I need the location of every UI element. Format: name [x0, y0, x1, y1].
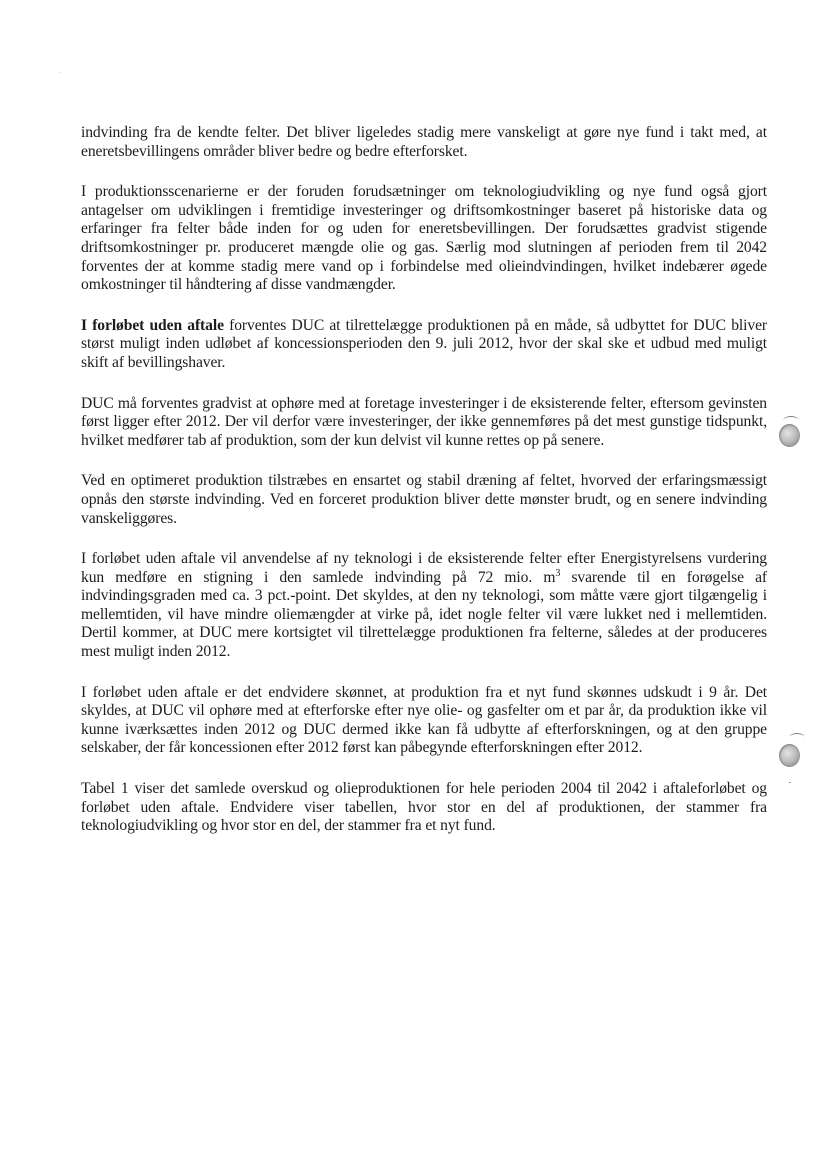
- scan-speck-corner: [60, 72, 61, 73]
- paragraph-3-lead: I forløbet uden aftale: [81, 316, 224, 334]
- paragraph-1: [81, 124, 767, 161]
- paragraph-5: [81, 472, 767, 528]
- paragraph-8: [81, 780, 767, 836]
- cubic-superscript: 3: [555, 567, 561, 579]
- paragraph-3-text: forventes DUC at tilrettelægge produktionen på en måde, så udbyttet for DUC bliver størst muligt inden udløbet af koncessionsperioden den 9. juli 2012, hvor der skal ske et udbud med muligt skift af bevillingshaver.: [81, 316, 767, 371]
- punch-hole-top: [779, 424, 800, 447]
- paragraph-7: [81, 684, 767, 758]
- paragraph-3: [81, 317, 767, 373]
- paragraph-4-text: DUC må forventes gradvist at ophøre med at foretage investeringer i de eksisterende felter, eftersom gevinsten først ligger efter 2012. Der vil derfor være investeringer, der ikke gennemføres på det mest gunstige tidspunkt, hvilket medfører tab af produktion, som der kun delvist vil kunne rettes op på senere.: [81, 394, 767, 449]
- paragraph-8-text: Tabel 1 viser det samlede overskud og olieproduktionen for hele perioden 2004 til 2042 i aftaleforløbet og forløbet uden aftale. Endvidere viser tabellen, hvor stor en del af produktionen, der stammer fra teknologiudvikling og hvor stor en del, der stammer fra et nyt fund.: [81, 780, 767, 835]
- punch-hole-mark-bottom: [789, 733, 805, 742]
- punch-hole-bottom: [779, 744, 800, 767]
- paragraph-1-text: indvinding fra de kendte felter. Det bliver ligeledes stadig mere vanskeligt at gøre nye fund i takt med, at eneretsbevillingens områder bliver bedre og bedre efterforsket.: [81, 124, 767, 160]
- paragraph-6-text-b: svarende til en forøgelse af indvindingsgraden med ca. 3 pct.-point. Det skyldes, at den ny teknologi, som måtte være gjort tilgængelig i mellemtiden, vil have mindre oliemængder at virke på, idet nogle felter vil være lukket ned i mellemtiden. Dertil kommer, at DUC mere kortsigtet vil tilrettelægge produktionen fra felterne, således at der produceres mest muligt inden 2012.: [81, 568, 768, 661]
- paragraph-5-text: Ved en optimeret produktion tilstræbes en ensartet og stabil dræning af feltet, hvorved der erfaringsmæssigt opnås den største indvinding. Ved en forceret produktion bliver dette mønster brudt, og en senere indvinding vanskeliggøres.: [81, 472, 767, 527]
- body-text: [81, 124, 767, 858]
- paragraph-4: [81, 395, 767, 451]
- paragraph-6: [81, 550, 767, 662]
- paragraph-2-text: I produktionsscenarierne er der foruden forudsætninger om teknologiudvikling og nye fund også gjort antagelser om udviklingen i fremtidige investeringer og driftsomkostninger baseret på historiske data og erfaringer fra felter både inden for og uden for eneretsbevillingen. Der forudsættes gradvist stigende driftsomkostninger pr. produceret mængde olie og gas. Særlig mod slutningen af perioden frem til 2042 forventes der at komme stadig mere vand op i forbindelse med olieindvindingen, hvilket indebærer øgede omkostninger til håndtering af disse vandmængder.: [81, 183, 767, 294]
- paragraph-6-text-a: I forløbet uden aftale vil anvendelse af ny teknologi i de eksisterende felter efter Energistyrelsens vurdering kun medføre en stigning i den samlede indvinding på 72 mio. m: [81, 550, 767, 586]
- scan-speck: [789, 782, 791, 783]
- paragraph-2: [81, 183, 767, 295]
- paragraph-7-text: I forløbet uden aftale er det endvidere skønnet, at produktion fra et nyt fund skønnes udskudt i 9 år. Det skyldes, at DUC vil ophøre med at efterforske efter nye olie- og gasfelter om et par år, da produktion ikke vil kunne iværksættes inden 2012 og DUC dermed ikke kan få udbytte af efterforskningen, og at den gruppe selskaber, der får koncessionen efter 2012 først kan påbegynde efterforskningen efter 2012.: [81, 683, 767, 757]
